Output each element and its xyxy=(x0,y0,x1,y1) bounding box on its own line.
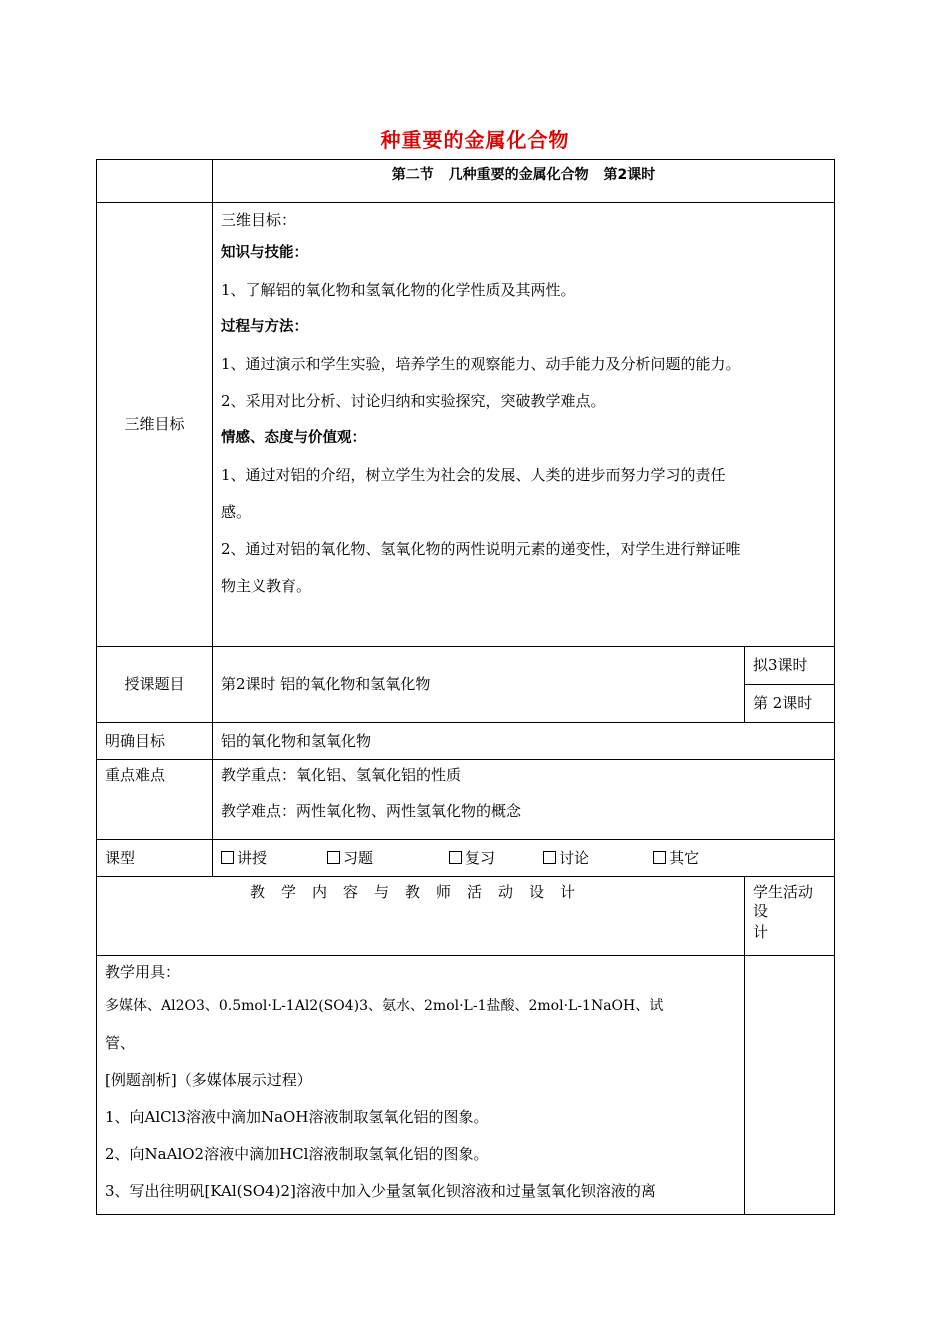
emotion-item-1a: 1、通过对铝的介绍，树立学生为社会的发展、人类的进步而努力学习的责任 xyxy=(221,466,726,485)
student-activity-content xyxy=(745,956,835,1215)
emotion-item-1b: 感。 xyxy=(221,503,252,522)
topic-label: 授课题目 xyxy=(97,647,213,723)
objectives-intro: 三维目标： xyxy=(221,210,297,229)
key-row xyxy=(97,760,835,840)
document-title: 种重要的金属化合物 xyxy=(380,128,570,152)
header-empty-cell xyxy=(97,160,213,203)
checkbox-icon xyxy=(543,851,556,864)
planned-hours: 拟3课时 xyxy=(745,647,835,685)
student-activity-title: 学生活动设 计 xyxy=(745,877,835,956)
emotion-item-2a: 2、通过对铝的氧化物、氢氧化物的两性说明元素的递变性，对学生进行辩证唯 xyxy=(221,540,741,559)
objectives-row xyxy=(97,203,835,647)
example-item-3: 3、写出往明矾[KAl(SO4)2]溶液中加入少量氢氧化钡溶液和过量氢氧化钡溶液的离 xyxy=(105,1182,656,1201)
topic-row-1 xyxy=(97,647,835,685)
type-label: 课型 xyxy=(97,840,213,877)
goal-value: 铝的氧化物和氢氧化物 xyxy=(213,723,835,760)
checkbox-icon xyxy=(327,851,340,864)
type-options xyxy=(213,840,835,877)
key-focus: 教学重点：氧化铝、氢氧化铝的性质 xyxy=(221,766,462,784)
design-title: 教学内容与教师活动设计 xyxy=(97,877,745,956)
current-hour: 第 2课时 xyxy=(745,685,835,723)
process-title: 过程与方法： xyxy=(221,319,308,336)
checkbox-icon xyxy=(449,851,462,864)
emotion-title: 情感、态度与价值观： xyxy=(221,430,366,447)
process-item-1: 1、通过演示和学生实验，培养学生的观察能力、动手能力及分析问题的能力。 xyxy=(221,355,741,374)
key-label: 重点难点 xyxy=(97,760,213,840)
type-option-lecture[interactable]: 讲授 xyxy=(221,849,267,868)
objectives-content xyxy=(213,203,835,647)
example-item-2: 2、向NaAlO2溶液中滴加HCl溶液制取氢氧化铝的图象。 xyxy=(105,1145,489,1164)
type-row xyxy=(97,840,835,877)
example-title: [例题剖析]（多媒体展示过程） xyxy=(105,1071,312,1090)
type-option-exercise[interactable]: 习题 xyxy=(327,849,373,868)
key-content xyxy=(213,760,835,840)
tools-title: 教学用具： xyxy=(105,962,181,981)
emotion-item-2b: 物主义教育。 xyxy=(221,577,312,596)
checkbox-icon xyxy=(653,851,666,864)
topic-value: 第2课时 铝的氧化物和氢氧化物 xyxy=(213,647,745,723)
objectives-label: 三维目标 xyxy=(97,203,213,647)
content-row xyxy=(97,956,835,1215)
checkbox-icon xyxy=(221,851,234,864)
type-option-discussion[interactable]: 讨论 xyxy=(543,849,589,868)
type-option-other[interactable]: 其它 xyxy=(653,849,699,868)
tools-line-2: 管、 xyxy=(105,1034,136,1053)
process-item-2: 2、采用对比分析、讨论归纳和实验探究，突破教学难点。 xyxy=(221,392,606,411)
key-difficulty: 教学难点：两性氧化物、两性氢氧化物的概念 xyxy=(221,802,522,820)
type-option-review[interactable]: 复习 xyxy=(449,849,495,868)
content-main xyxy=(97,956,745,1215)
section-heading: 第二节 几种重要的金属化合物 第2课时 xyxy=(213,160,835,203)
goal-row xyxy=(97,723,835,760)
design-header-row xyxy=(97,877,835,956)
goal-label: 明确目标 xyxy=(97,723,213,760)
knowledge-title: 知识与技能： xyxy=(221,245,308,262)
example-item-1: 1、向AlCl3溶液中滴加NaOH溶液制取氢氧化铝的图象。 xyxy=(105,1108,489,1127)
lesson-plan-table xyxy=(96,159,835,1215)
tools-line-1: 多媒体、Al2O3、0.5mol·L-1Al2(SO4)3、氨水、2mol·L-1盐酸、2mol·L-1NaOH、试 xyxy=(105,997,664,1014)
knowledge-item-1: 1、了解铝的氧化物和氢氧化物的化学性质及其两性。 xyxy=(221,281,576,300)
header-row xyxy=(97,160,835,203)
